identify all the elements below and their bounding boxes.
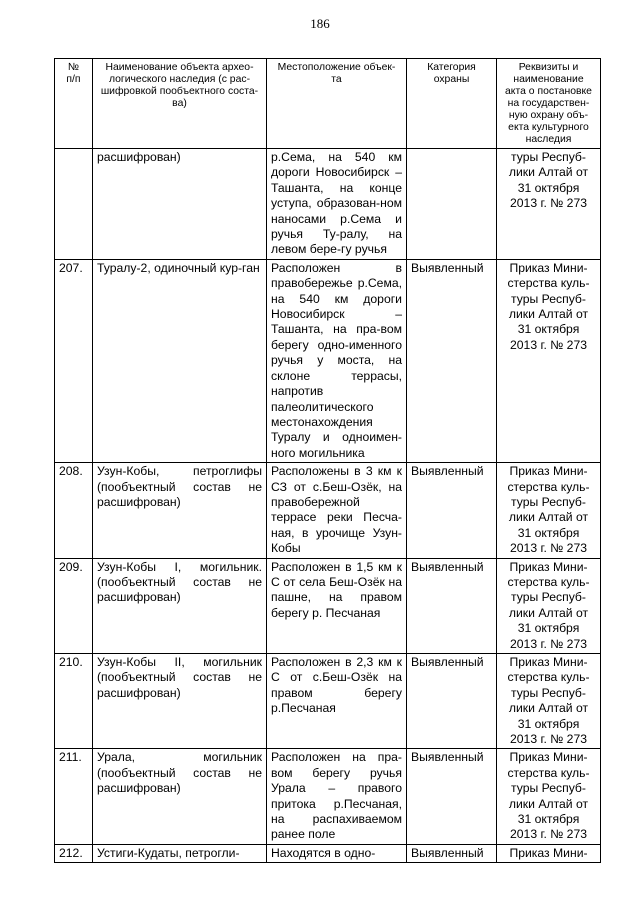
table-row <box>55 463 601 558</box>
row-number: 212. <box>55 844 93 862</box>
row-number: 210. <box>55 654 93 749</box>
protection-category: Выявленный <box>407 463 497 558</box>
protection-category <box>407 149 497 260</box>
column-header-number: № п/п <box>55 59 93 149</box>
table-row <box>55 149 601 260</box>
table-row <box>55 654 601 749</box>
act-requisites: Приказ Мини- стерства куль- туры Респуб- лики Алтай от 31 октября 2013 г. № 273 <box>497 463 601 558</box>
object-location: Расположены в 3 км к СЗ от с.Беш-Озёк, на правобережной террасе реки Песча-ная, в урочище Узун-Кобы <box>267 463 407 558</box>
object-name: Узун-Кобы, петроглифы (пообъектный состав не расшифрован) <box>93 463 267 558</box>
table-header-row <box>55 59 601 149</box>
table-row <box>55 558 601 653</box>
table-row <box>55 259 601 462</box>
object-location: Расположен в 2,3 км к С от с.Беш-Озёк на правом берегу р.Песчаная <box>267 654 407 749</box>
row-number <box>55 149 93 260</box>
column-header-location: Местоположение объек- та <box>267 59 407 149</box>
act-requisites: Приказ Мини- стерства куль- туры Респуб- лики Алтай от 31 октября 2013 г. № 273 <box>497 749 601 844</box>
column-header-protection-category: Категория охраны <box>407 59 497 149</box>
column-header-object-name: Наименование объекта архео- логического наследия (с рас- шифровкой пообъектного соста- ва) <box>93 59 267 149</box>
protection-category: Выявленный <box>407 654 497 749</box>
object-location: Расположен на пра-вом берегу ручья Урала – правого притока р.Песчаная, на распахиваемом ранее поле <box>267 749 407 844</box>
object-name: расшифрован) <box>93 149 267 260</box>
object-location: Расположен в правобережье р.Сема, на 540 км дороги Новосибирск – Ташанта, на пра-вом берегу одно-именного ручья у моста, на склоне террасы, напротив палеолитического местонахождения Туралу и одноимен-ного могильника <box>267 259 407 462</box>
object-location: р.Сема, на 540 км дороги Новосибирск – Ташанта, на конце уступа, образован-ном наносами р.Сема и ручья Ту-ралу, на левом бере-гу ручья <box>267 149 407 260</box>
table-row <box>55 844 601 862</box>
page-number: 186 <box>310 16 330 31</box>
row-number: 208. <box>55 463 93 558</box>
object-name: Узун-Кобы I, могильник. (пообъектный состав не расшифрован) <box>93 558 267 653</box>
protection-category: Выявленный <box>407 558 497 653</box>
protection-category: Выявленный <box>407 844 497 862</box>
object-name: Узун-Кобы II, могильник (пообъектный состав не расшифрован) <box>93 654 267 749</box>
object-location: Находятся в одно- <box>267 844 407 862</box>
heritage-registry-table <box>54 58 601 863</box>
act-requisites: Приказ Мини- <box>497 844 601 862</box>
act-requisites: Приказ Мини- стерства куль- туры Респуб- лики Алтай от 31 октября 2013 г. № 273 <box>497 259 601 462</box>
object-name: Туралу-2, одиночный кур-ган <box>93 259 267 462</box>
act-requisites: туры Респуб- лики Алтай от 31 октября 2013 г. № 273 <box>497 149 601 260</box>
row-number: 211. <box>55 749 93 844</box>
row-number: 209. <box>55 558 93 653</box>
protection-category: Выявленный <box>407 259 497 462</box>
protection-category: Выявленный <box>407 749 497 844</box>
column-header-requisites: Реквизиты и наименование акта о постановке на государствен- ную охрану объ- екта культурного наследия <box>497 59 601 149</box>
object-name: Устиги-Кудаты, петрогли- <box>93 844 267 862</box>
act-requisites: Приказ Мини- стерства куль- туры Респуб- лики Алтай от 31 октября 2013 г. № 273 <box>497 558 601 653</box>
act-requisites: Приказ Мини- стерства куль- туры Респуб- лики Алтай от 31 октября 2013 г. № 273 <box>497 654 601 749</box>
object-location: Расположен в 1,5 км к С от села Беш-Озёк на пашне, на правом берегу р. Песчаная <box>267 558 407 653</box>
row-number: 207. <box>55 259 93 462</box>
table-row <box>55 749 601 844</box>
object-name: Урала, могильник (пообъектный состав не расшифрован) <box>93 749 267 844</box>
